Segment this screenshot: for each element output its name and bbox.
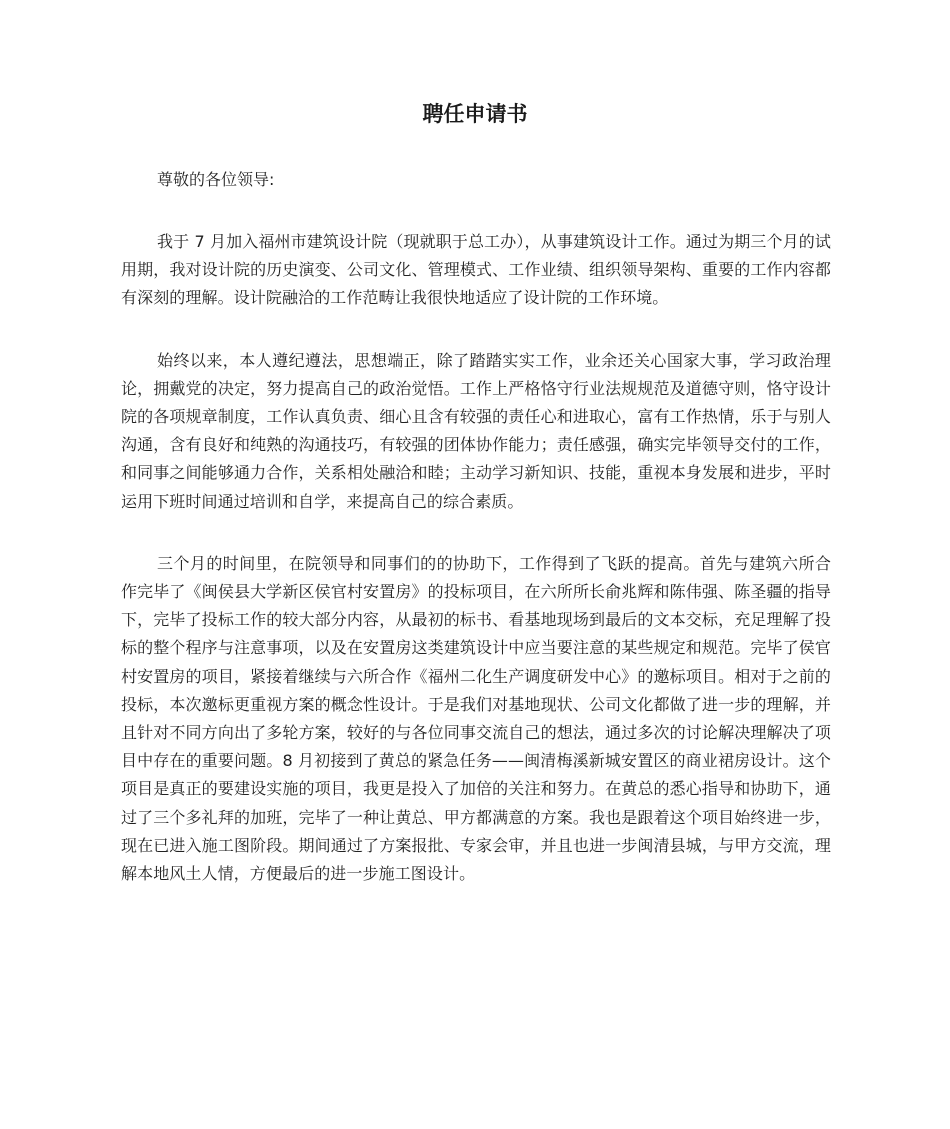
paragraph-3: 三个月的时间里，在院领导和同事们的的协助下，工作得到了飞跃的提高。首先与建筑六所合作完毕了《闽侯县大学新区侯官村安置房》的投标项目，在六所所长俞兆辉和陈伟强、陈圣疆的指导下，完毕了投标工作的较大部分内容，从最初的标书、看基地现场到最后的文本交标，充足理解了投标的整个程序与注意事项，以及在安置房这类建筑设计中应当要注意的某些规定和规范。完毕了侯官村安置房的项目，紧接着继续与六所合作《福州二化生产调度研发中心》的邀标项目。相对于之前的投标，本次邀标更重视方案的概念性设计。于是我们对基地现状、公司文化都做了进一步的理解，并且针对不同方向出了多轮方案，较好的与各位同事交流自己的想法，通过多次的讨论解决理解决了项目中存在的重要问题。8 月初接到了黄总的紧急任务——闽清梅溪新城安置区的商业裙房设计。这个项目是真正的要建设实施的项目，我更是投入了加倍的关注和努力。在黄总的悉心指导和协助下，通过了三个多礼拜的加班，完毕了一种让黄总、甲方都满意的方案。我也是跟着这个项目始终进一步，现在已进入施工图阶段。期间通过了方案报批、专家会审，并且也进一步闽清县城，与甲方交流，理解本地风土人情，方便最后的进一步施工图设计。 — [121, 553, 831, 884]
paragraph-1: 我于 7 月加入福州市建筑设计院（现就职于总工办），从事建筑设计工作。通过为期三个月的试用期，我对设计院的历史演变、公司文化、管理模式、工作业绩、组织领导架构、重要的工作内容都有深刻的理解。设计院融洽的工作范畴让我很快地适应了设计院的工作环境。 — [121, 232, 831, 308]
document-title: 聘任申请书 — [422, 102, 528, 126]
paragraph-2: 始终以来，本人遵纪遵法，思想端正，除了踏踏实实工作，业余还关心国家大事，学习政治理论，拥戴党的决定，努力提高自己的政治觉悟。工作上严格恪守行业法规规范及道德守则，恪守设计院的各项规章制度，工作认真负责、细心且含有较强的责任心和进取心，富有工作热情，乐于与别人沟通，含有良好和纯熟的沟通技巧，有较强的团体协作能力；责任感强，确实完毕领导交付的工作，和同事之间能够通力合作，关系相处融洽和睦；主动学习新知识、技能，重视本身发展和进步，平时运用下班时间通过培训和自学，来提高自己的综合素质。 — [121, 350, 831, 511]
salutation: 尊敬的各位领导: — [157, 170, 275, 189]
document-body — [121, 166, 831, 922]
